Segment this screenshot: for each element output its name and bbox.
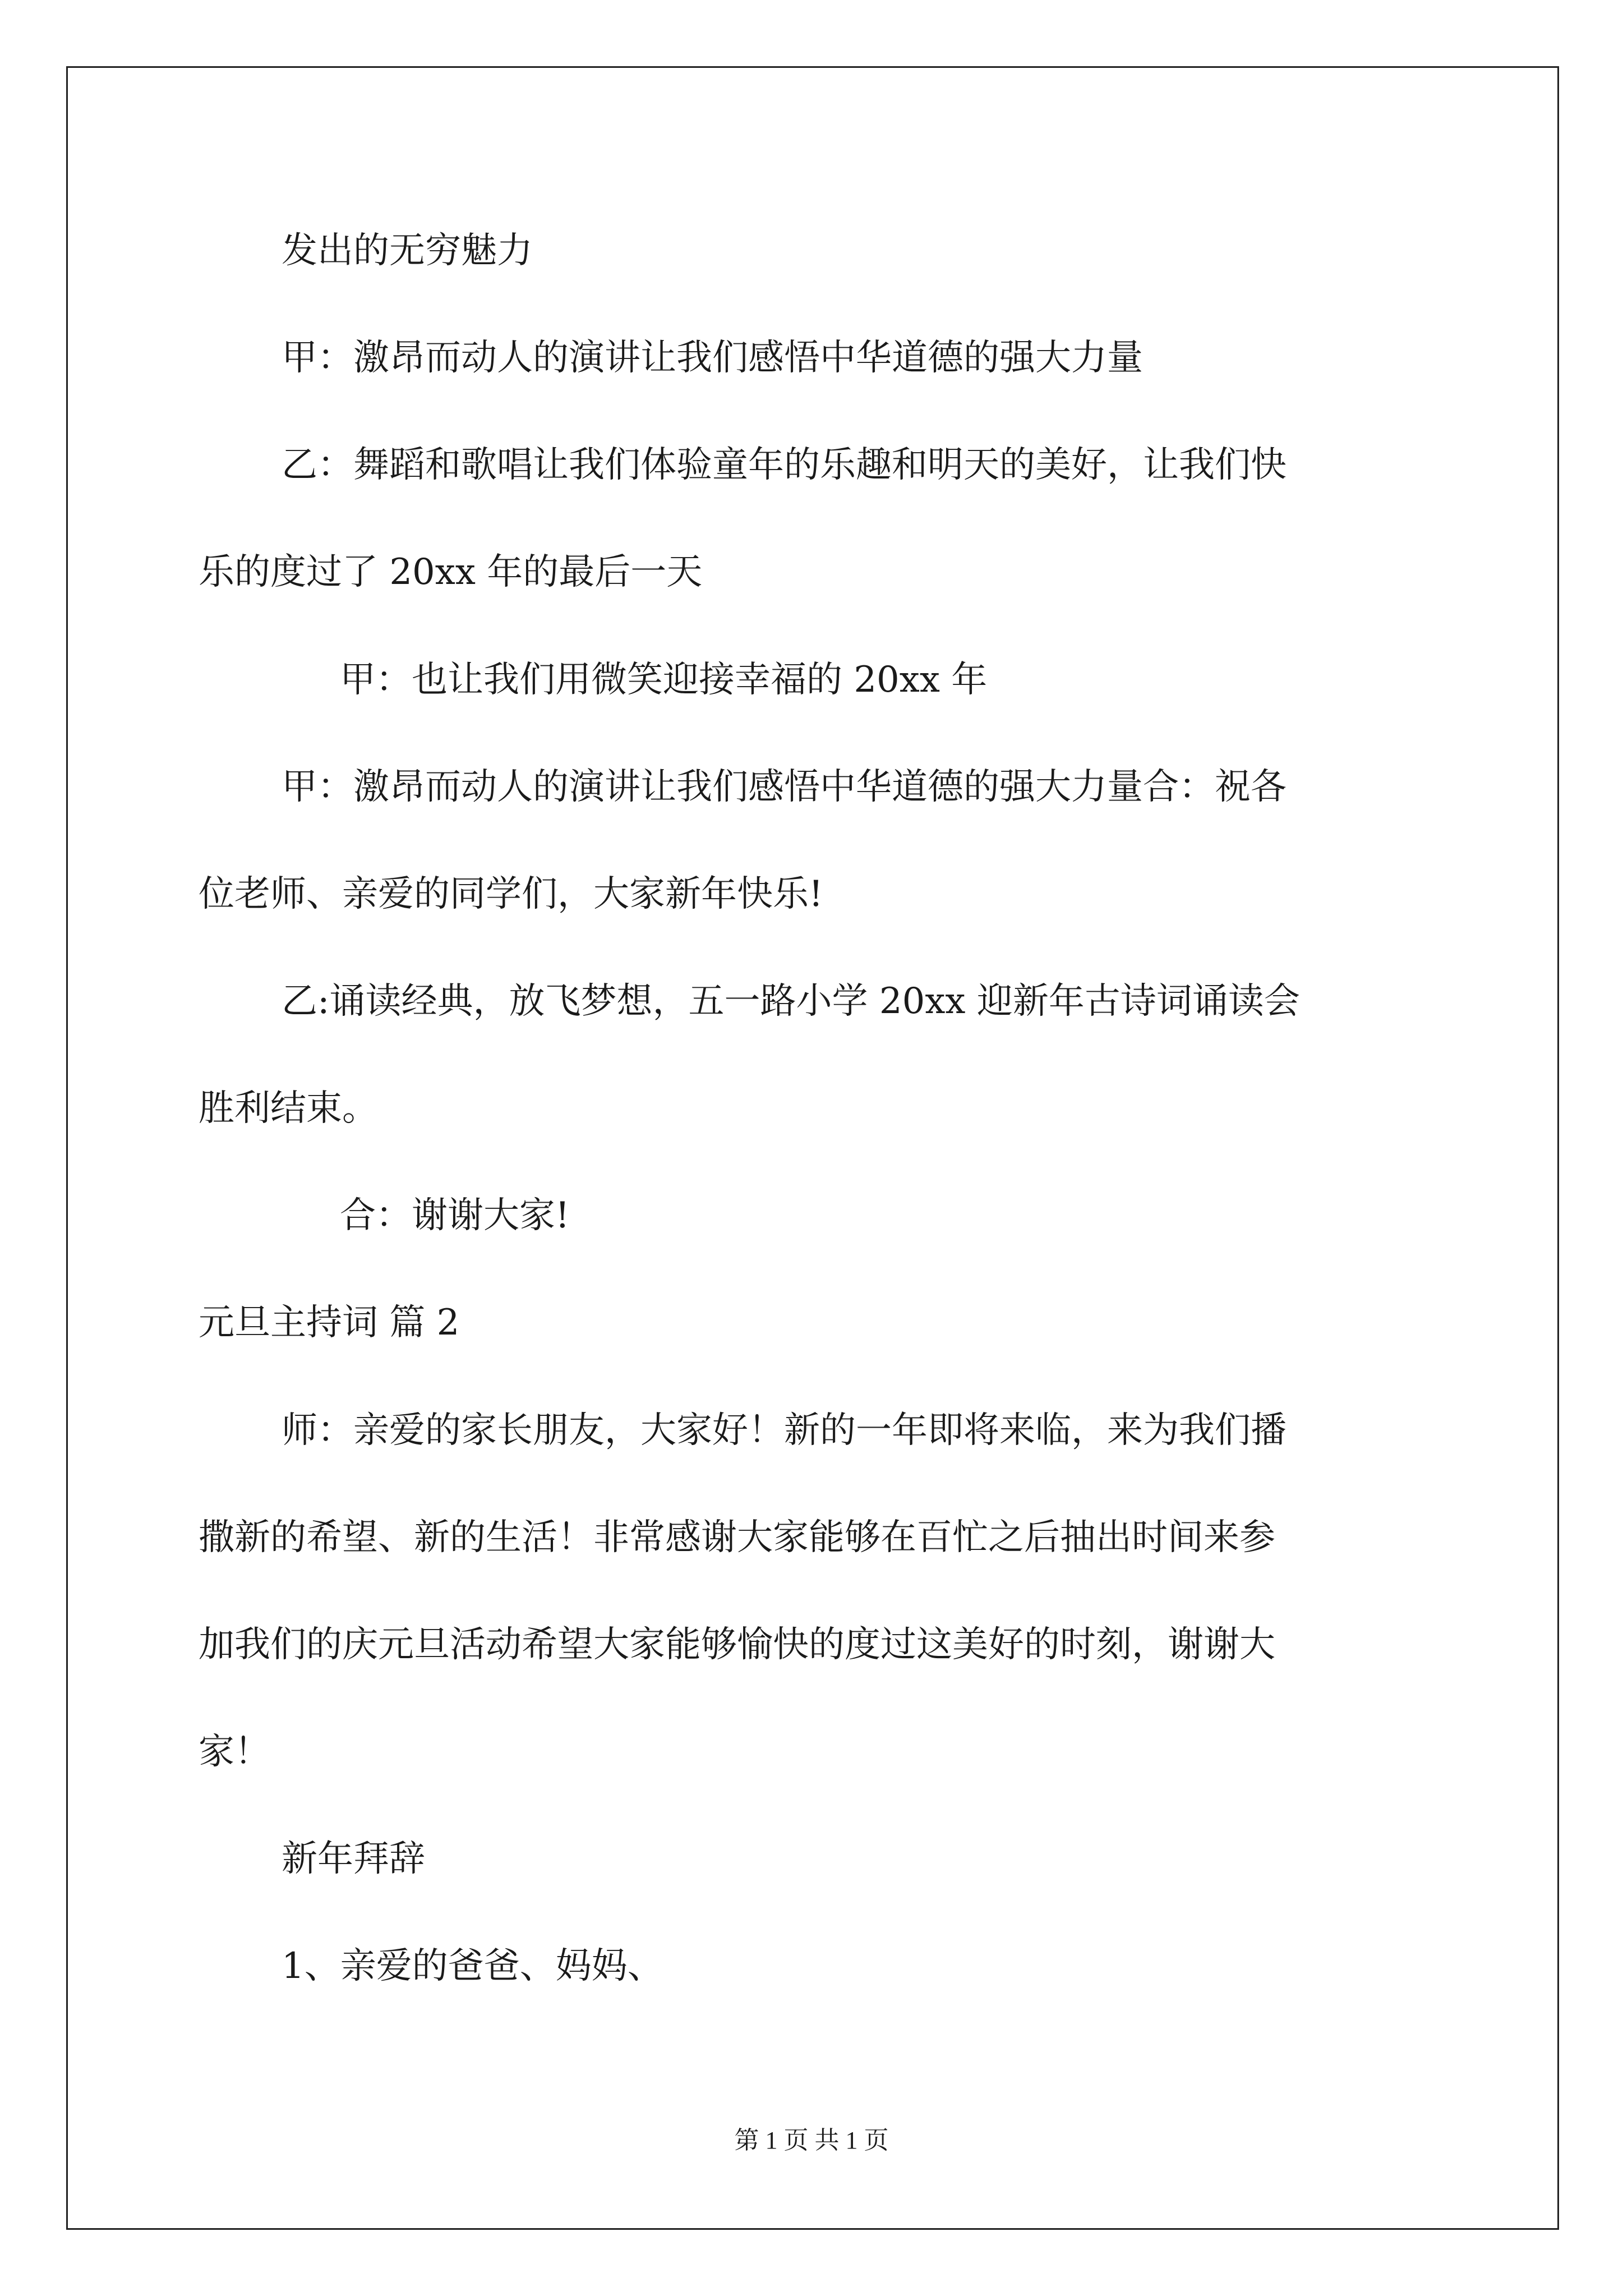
text-line: 甲：激昂而动人的演讲让我们感悟中华道德的强大力量合：祝各 <box>282 766 1287 808</box>
text-line: 家！ <box>199 1731 270 1773</box>
text-line: 乙:诵读经典，放飞梦想，五一路小学 20xx 迎新年古诗词诵读会 <box>282 981 1300 1022</box>
text-line: 加我们的庆元旦活动希望大家能够愉快的度过这美好的时刻，谢谢大 <box>199 1624 1275 1665</box>
text-line: 甲：也让我们用微笑迎接幸福的 20xx 年 <box>340 659 988 701</box>
text-line: 发出的无穷魅力 <box>282 230 533 272</box>
text-line: 新年拜辞 <box>282 1838 425 1880</box>
text-line: 甲：激昂而动人的演讲让我们感悟中华道德的强大力量 <box>282 337 1143 379</box>
page-number-footer: 第 1 页 共 1 页 <box>734 2127 889 2154</box>
text-line: 师：亲爱的家长朋友，大家好！新的一年即将来临，来为我们播 <box>282 1410 1287 1451</box>
text-line: 乐的度过了 20xx 年的最后一天 <box>199 551 703 593</box>
text-line: 胜利结束。 <box>199 1088 378 1129</box>
page-border <box>66 66 1559 2230</box>
text-line: 撒新的希望、新的生活！非常感谢大家能够在百忙之后抽出时间来参 <box>199 1517 1275 1558</box>
section-heading: 元旦主持词 篇 2 <box>199 1302 460 1343</box>
text-line: 1、亲爱的爸爸、妈妈、 <box>282 1945 663 1987</box>
text-line: 位老师、亲爱的同学们，大家新年快乐! <box>199 873 823 915</box>
text-line: 合：谢谢大家! <box>340 1195 570 1236</box>
text-line: 乙：舞蹈和歌唱让我们体验童年的乐趣和明天的美好，让我们快 <box>282 444 1287 486</box>
